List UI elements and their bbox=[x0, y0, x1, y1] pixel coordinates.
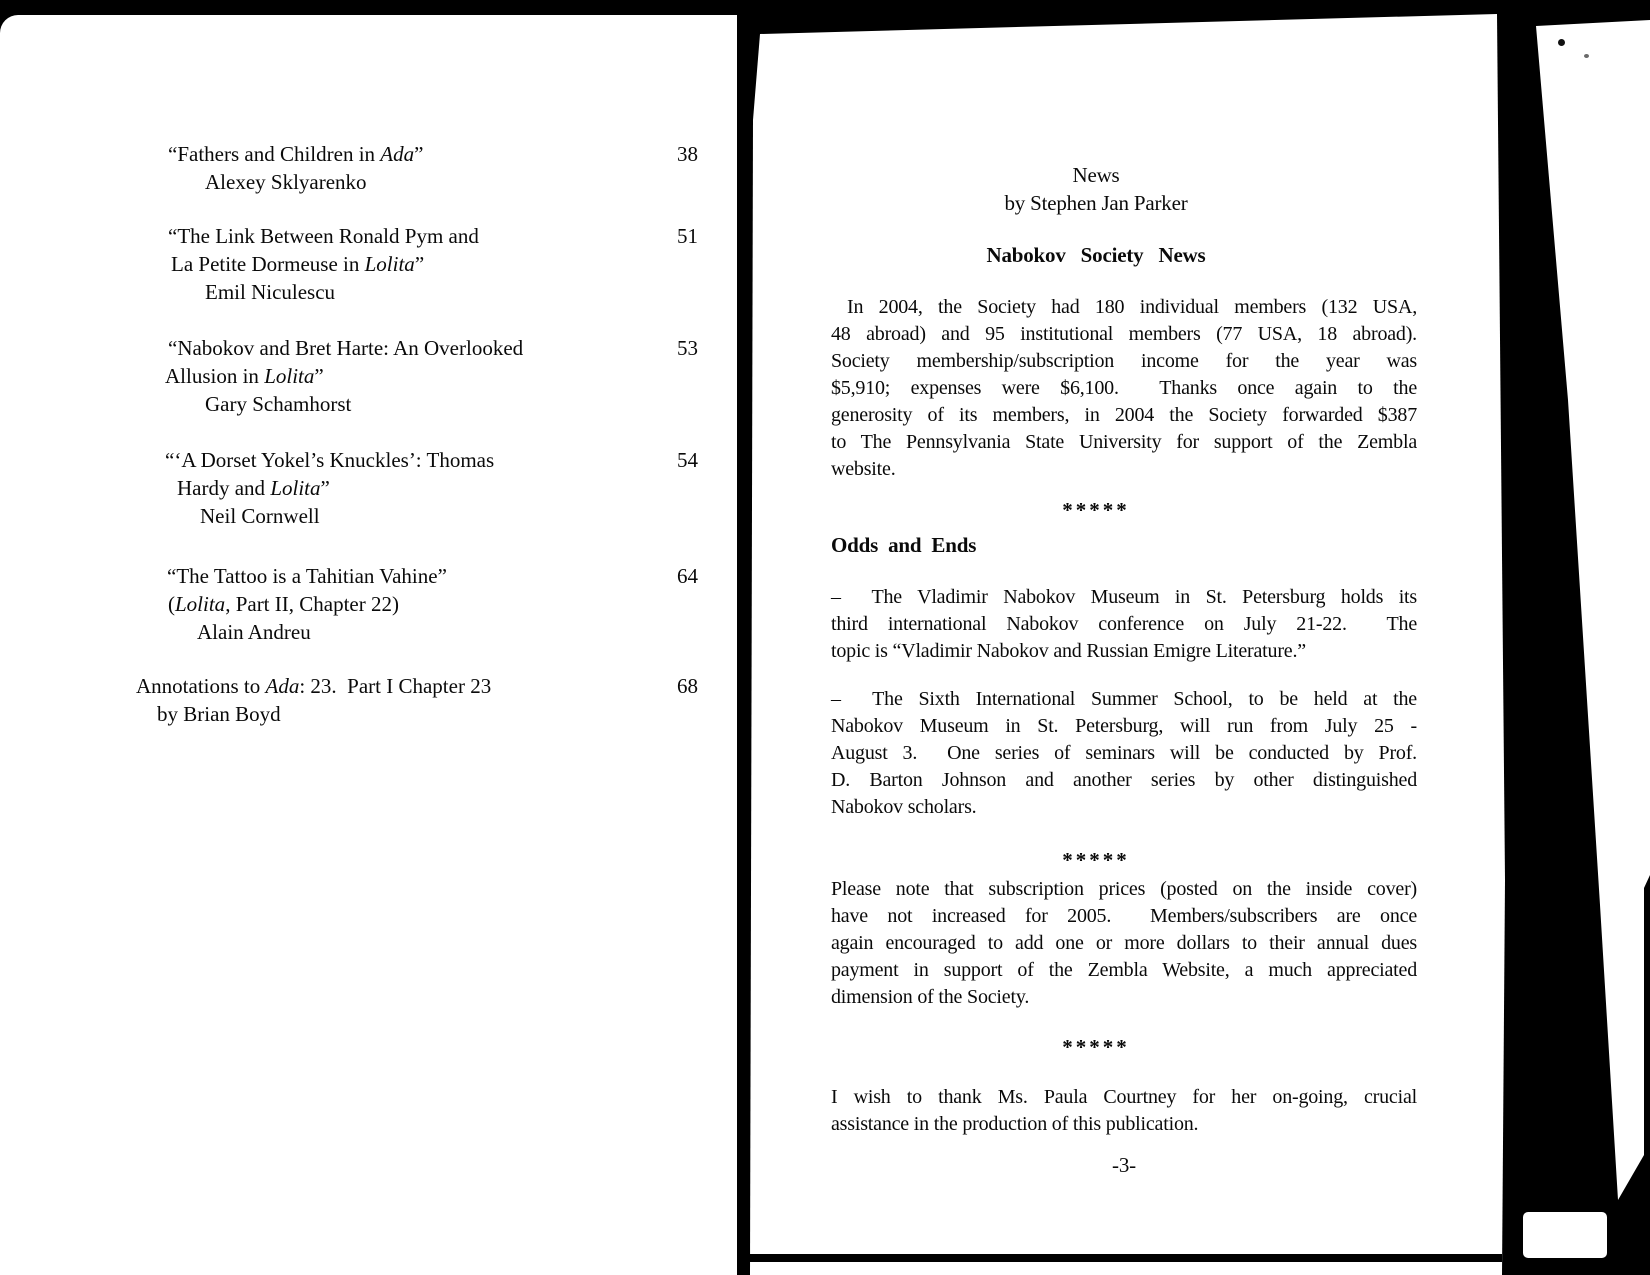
toc-entry-title-line2 bbox=[127, 590, 700, 618]
paragraph-line: topic is “Vladimir Nabokov and Russian Emigre Literature.” bbox=[831, 640, 1306, 662]
toc-entry-page-number: 53 bbox=[677, 336, 698, 360]
paragraph-line: Please note that subscription prices (posted on the inside cover) bbox=[831, 878, 1417, 900]
section-separator: ***** bbox=[1062, 498, 1130, 522]
title-text: ” bbox=[414, 142, 424, 166]
section-heading: Nabokov Society News bbox=[986, 243, 1206, 267]
odds-and-ends-heading: Odds and Ends bbox=[831, 533, 977, 557]
paragraph-line: 48 abroad) and 95 institutional members (77 USA, 18 abroad). bbox=[831, 323, 1417, 345]
toc-entry-author: Gary Schamhorst bbox=[205, 392, 352, 416]
paragraph-line: have not increased for 2005. Members/subscribers are once bbox=[831, 905, 1417, 927]
paragraph-line: $5,910; expenses were $6,100. Thanks once again to the bbox=[831, 377, 1417, 399]
title-text: ” bbox=[314, 364, 324, 388]
toc-entry-page-number: 38 bbox=[677, 142, 698, 166]
paragraph-line: assistance in the production of this publication. bbox=[831, 1113, 1199, 1135]
subscription-paragraph bbox=[831, 876, 1417, 1011]
toc-entry bbox=[127, 140, 700, 196]
toc-entry-page-number: 68 bbox=[677, 674, 698, 698]
thanks-paragraph bbox=[831, 1084, 1417, 1138]
scan-speck bbox=[1558, 39, 1565, 46]
toc-entry-title: “The Tattoo is a Tahitian Vahine” bbox=[167, 564, 447, 588]
toc-entry bbox=[127, 222, 700, 306]
paragraph-line: Nabokov scholars. bbox=[831, 796, 977, 818]
paragraph-line: dimension of the Society. bbox=[831, 986, 1030, 1008]
title-text: La Petite Dormeuse in bbox=[171, 252, 365, 276]
title-text: “Fathers and Children in bbox=[168, 142, 381, 166]
paragraph-line: August 3. One series of seminars will be conducted by Prof. bbox=[831, 742, 1417, 764]
title-text: ” bbox=[414, 252, 425, 276]
toc-entry-title-line2 bbox=[127, 250, 700, 278]
title-italic: Lolita bbox=[270, 476, 321, 500]
title-italic: Lolita bbox=[364, 252, 415, 276]
title-text: Hardy and bbox=[177, 476, 271, 500]
toc-entry-page-number: 51 bbox=[677, 224, 698, 248]
toc-entry-author: Alain Andreu bbox=[197, 620, 311, 644]
page-title: News bbox=[1072, 163, 1120, 187]
section-separator: ***** bbox=[1062, 848, 1130, 872]
title-text: , Part II, Chapter 22) bbox=[225, 592, 399, 616]
byline: by Stephen Jan Parker bbox=[1004, 191, 1188, 215]
paragraph-line: – The Vladimir Nabokov Museum in St. Petersburg holds its bbox=[831, 586, 1417, 608]
paragraph-line: I wish to thank Ms. Paula Courtney for her on-going, crucial bbox=[831, 1086, 1417, 1108]
intro-paragraph bbox=[831, 294, 1417, 483]
title-text: Allusion in bbox=[165, 364, 265, 388]
title-text: ( bbox=[168, 592, 175, 616]
odds-item-2 bbox=[831, 686, 1417, 821]
toc-entry-author: Alexey Sklyarenko bbox=[205, 170, 367, 194]
toc-entry-title bbox=[127, 140, 700, 168]
section-separator: ***** bbox=[1062, 1035, 1130, 1059]
toc-entry-page-number: 64 bbox=[677, 564, 698, 588]
paragraph-line: generosity of its members, in 2004 the Society forwarded $387 bbox=[831, 404, 1417, 426]
scan-speck bbox=[1584, 54, 1589, 58]
page-number: -3- bbox=[1112, 1153, 1136, 1177]
toc-entry-title: “Nabokov and Bret Harte: An Overlooked bbox=[168, 336, 524, 360]
paragraph-line: D. Barton Johnson and another series by other distinguished bbox=[831, 769, 1417, 791]
toc-entry-title: “The Link Between Ronald Pym and bbox=[168, 224, 479, 248]
paragraph-line: Nabokov Museum in St. Petersburg, will run from July 25 - bbox=[831, 715, 1417, 737]
paragraph-line: again encouraged to add one or more dollars to their annual dues bbox=[831, 932, 1417, 954]
title-italic: Lolita bbox=[175, 592, 226, 616]
title-text: ” bbox=[320, 476, 330, 500]
toc-entry-title bbox=[127, 672, 700, 700]
title-italic: Ada bbox=[380, 142, 415, 166]
news-page bbox=[831, 0, 1417, 1275]
paragraph-line: website. bbox=[831, 458, 896, 480]
paragraph-line: third international Nabokov conference on July 21-22. The bbox=[831, 613, 1417, 635]
toc-entry-page-number: 54 bbox=[677, 448, 698, 472]
paragraph-line: In 2004, the Society had 180 individual members (132 USA, bbox=[847, 296, 1417, 318]
paragraph-line: payment in support of the Zembla Website, a much appreciated bbox=[831, 959, 1417, 981]
toc-entry-author: Neil Cornwell bbox=[200, 504, 320, 528]
toc-entry bbox=[127, 334, 700, 418]
next-page-edge-strip bbox=[1480, 0, 1650, 1275]
paragraph-line: – The Sixth International Summer School, to be held at the bbox=[831, 688, 1417, 710]
paragraph-line: Society membership/subscription income for the year was bbox=[831, 350, 1417, 372]
table-of-contents bbox=[127, 140, 700, 840]
toc-entry bbox=[127, 446, 700, 530]
paragraph-line: to The Pennsylvania State University for support of the Zembla bbox=[831, 431, 1417, 453]
toc-entry-title: “‘A Dorset Yokel’s Knuckles’: Thomas bbox=[165, 448, 495, 472]
toc-entry-author: Emil Niculescu bbox=[205, 280, 336, 304]
toc-entry-author: by Brian Boyd bbox=[157, 702, 281, 726]
toc-entry-title-line2 bbox=[127, 474, 700, 502]
title-italic: Ada bbox=[265, 674, 300, 698]
title-italic: Lolita bbox=[264, 364, 315, 388]
next-page-edge-notch bbox=[1523, 1212, 1607, 1258]
toc-entry-title-line2 bbox=[127, 362, 700, 390]
title-text: Annotations to bbox=[136, 674, 266, 698]
toc-entry bbox=[127, 562, 700, 646]
title-text: : 23. Part I Chapter 23 bbox=[299, 674, 492, 698]
toc-entry bbox=[127, 672, 700, 728]
odds-item-1 bbox=[831, 584, 1417, 665]
